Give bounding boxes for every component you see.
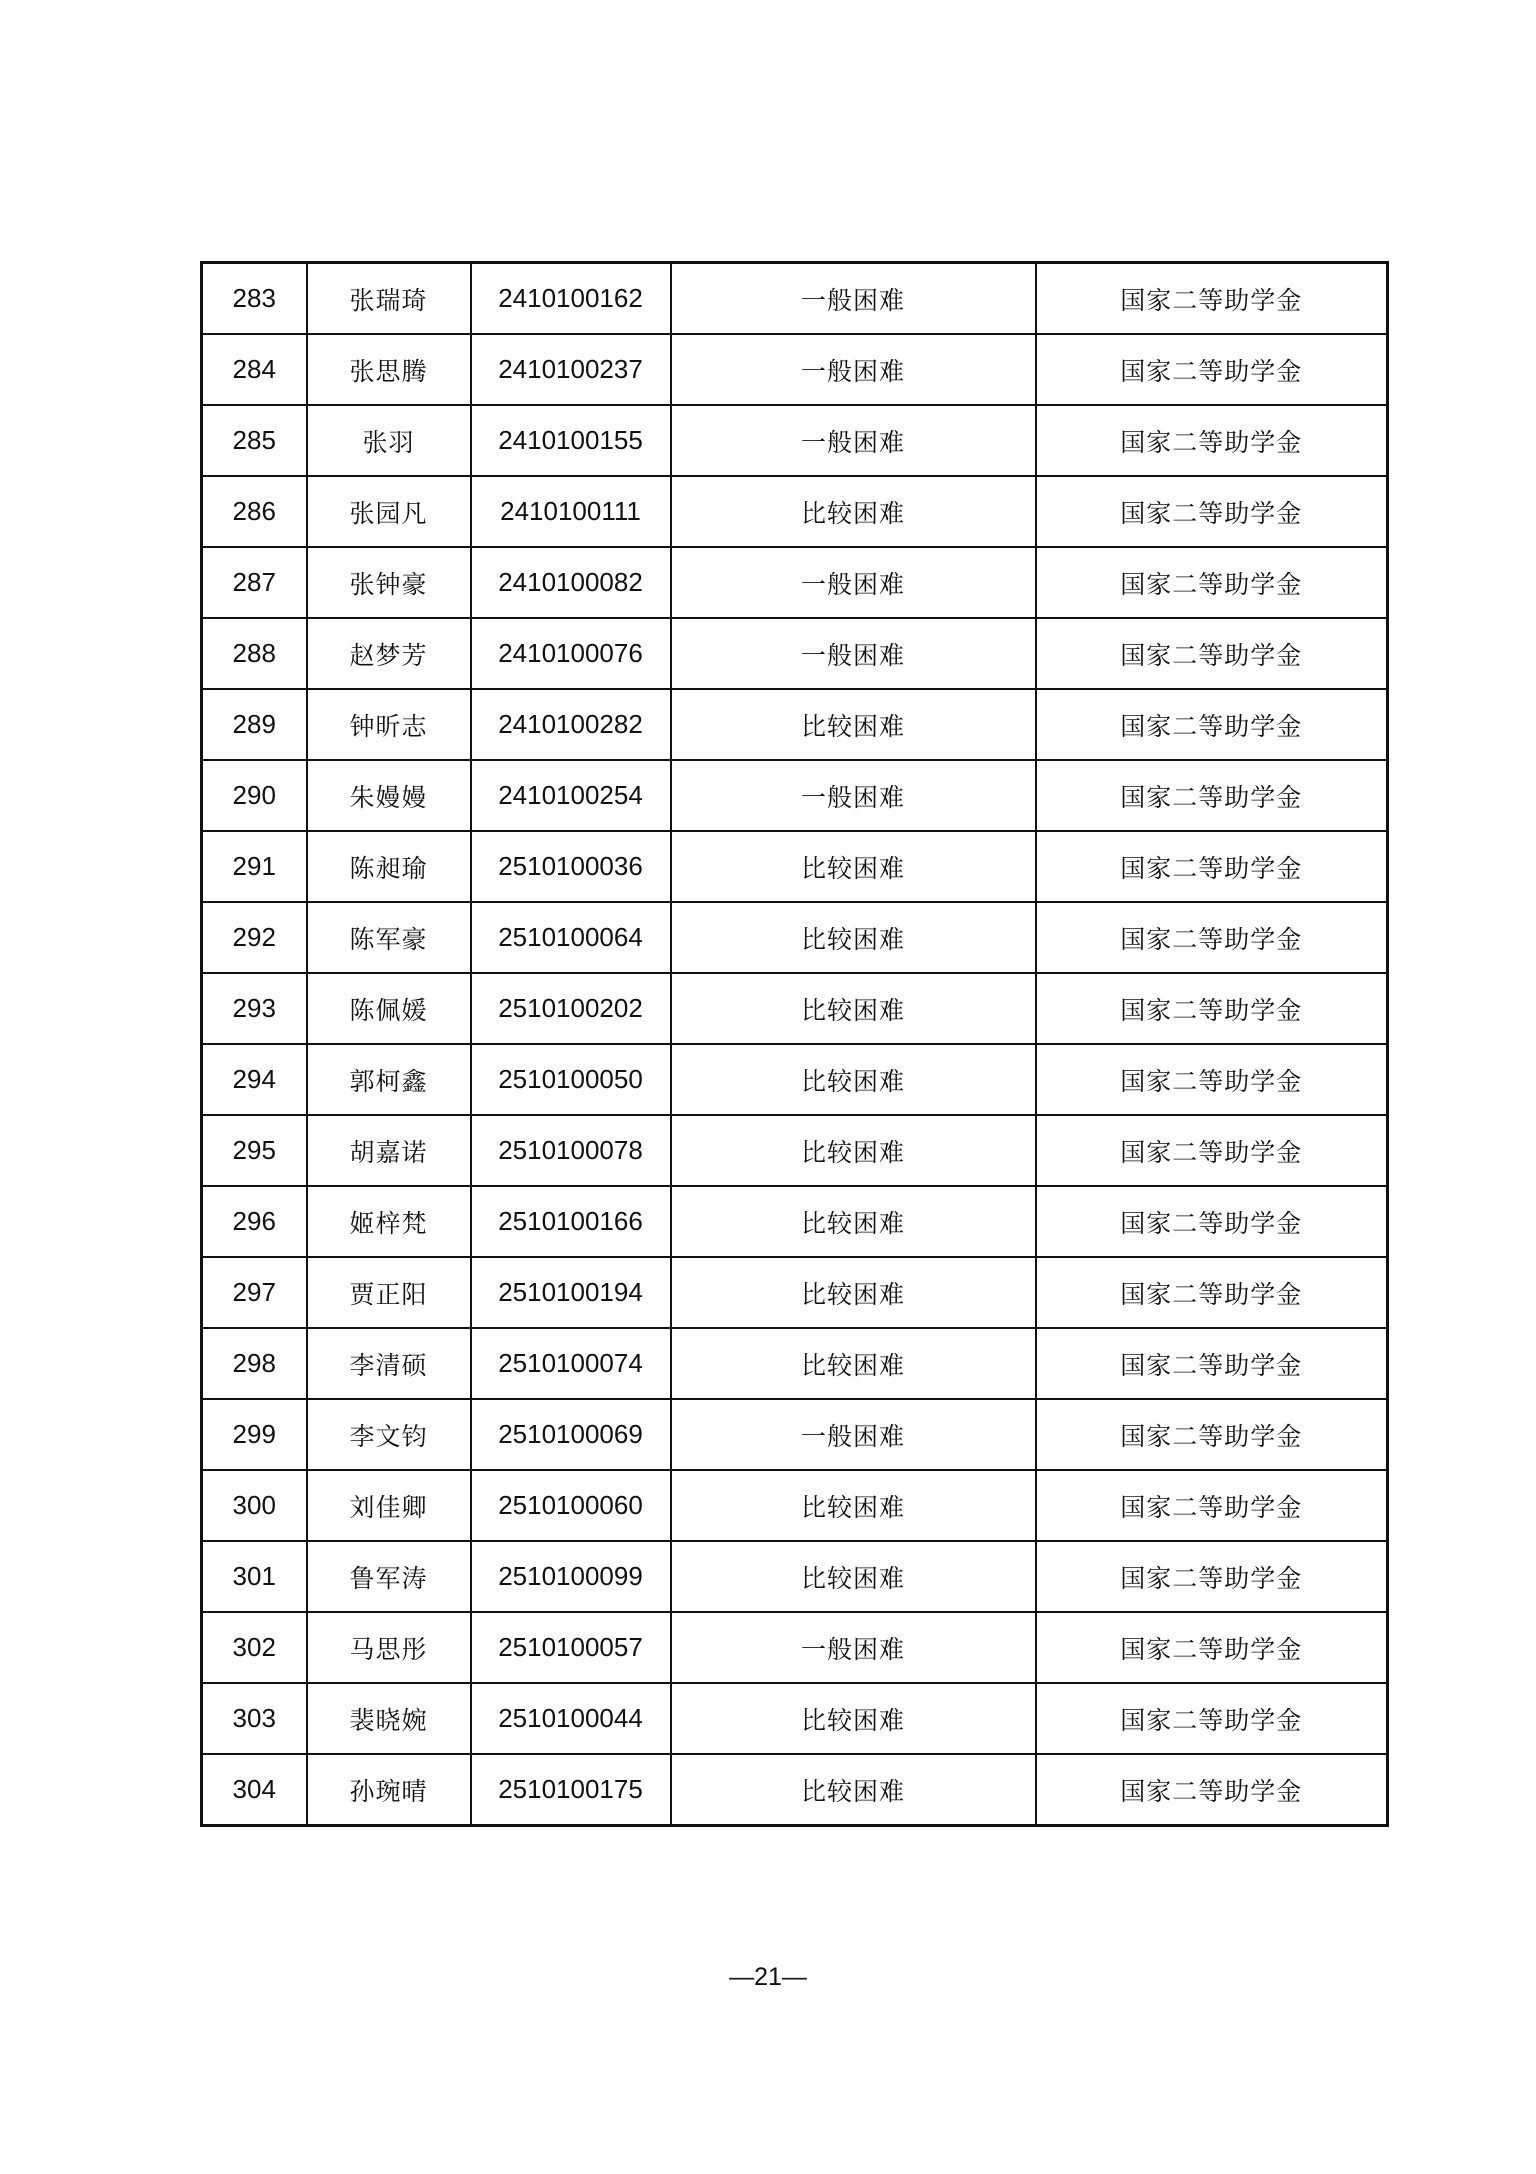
student-name-cell: 张园凡	[307, 476, 471, 547]
difficulty-level-cell: 比较困难	[671, 902, 1036, 973]
student-id-cell: 2510100060	[471, 1470, 671, 1541]
student-id-cell: 2510100069	[471, 1399, 671, 1470]
difficulty-level-cell: 比较困难	[671, 1541, 1036, 1612]
student-id-cell: 2510100074	[471, 1328, 671, 1399]
difficulty-level-cell: 比较困难	[671, 1754, 1036, 1826]
student-name-cell: 裴晓婉	[307, 1683, 471, 1754]
award-type-cell: 国家二等助学金	[1036, 1754, 1388, 1826]
table-row	[202, 1612, 1388, 1683]
student-id-cell: 2510100194	[471, 1257, 671, 1328]
award-type-cell: 国家二等助学金	[1036, 547, 1388, 618]
table-row	[202, 1754, 1388, 1826]
row-number-cell: 289	[202, 689, 307, 760]
row-number-cell: 300	[202, 1470, 307, 1541]
student-name-cell: 钟昕志	[307, 689, 471, 760]
table-row	[202, 547, 1388, 618]
award-type-cell: 国家二等助学金	[1036, 476, 1388, 547]
student-id-cell: 2510100166	[471, 1186, 671, 1257]
award-type-cell: 国家二等助学金	[1036, 1470, 1388, 1541]
table-row	[202, 618, 1388, 689]
row-number-cell: 283	[202, 263, 307, 335]
row-number-cell: 303	[202, 1683, 307, 1754]
student-name-cell: 郭柯鑫	[307, 1044, 471, 1115]
award-type-cell: 国家二等助学金	[1036, 1541, 1388, 1612]
student-id-cell: 2510100202	[471, 973, 671, 1044]
table-row	[202, 1470, 1388, 1541]
row-number-cell: 286	[202, 476, 307, 547]
table-row	[202, 476, 1388, 547]
difficulty-level-cell: 比较困难	[671, 831, 1036, 902]
difficulty-level-cell: 比较困难	[671, 1683, 1036, 1754]
table-row	[202, 1683, 1388, 1754]
row-number-cell: 293	[202, 973, 307, 1044]
award-type-cell: 国家二等助学金	[1036, 973, 1388, 1044]
row-number-cell: 287	[202, 547, 307, 618]
award-type-cell: 国家二等助学金	[1036, 1115, 1388, 1186]
award-type-cell: 国家二等助学金	[1036, 1683, 1388, 1754]
row-number-cell: 301	[202, 1541, 307, 1612]
difficulty-level-cell: 一般困难	[671, 618, 1036, 689]
student-name-cell: 刘佳卿	[307, 1470, 471, 1541]
row-number-cell: 294	[202, 1044, 307, 1115]
award-type-cell: 国家二等助学金	[1036, 618, 1388, 689]
row-number-cell: 302	[202, 1612, 307, 1683]
difficulty-level-cell: 一般困难	[671, 1399, 1036, 1470]
table-row	[202, 902, 1388, 973]
award-type-cell: 国家二等助学金	[1036, 1328, 1388, 1399]
award-type-cell: 国家二等助学金	[1036, 689, 1388, 760]
table-row	[202, 1115, 1388, 1186]
row-number-cell: 285	[202, 405, 307, 476]
difficulty-level-cell: 比较困难	[671, 1186, 1036, 1257]
student-id-cell: 2510100044	[471, 1683, 671, 1754]
award-type-cell: 国家二等助学金	[1036, 334, 1388, 405]
difficulty-level-cell: 比较困难	[671, 476, 1036, 547]
table-row	[202, 1399, 1388, 1470]
difficulty-level-cell: 一般困难	[671, 760, 1036, 831]
student-name-cell: 张思腾	[307, 334, 471, 405]
row-number-cell: 297	[202, 1257, 307, 1328]
table-row	[202, 689, 1388, 760]
student-id-cell: 2410100082	[471, 547, 671, 618]
award-type-cell: 国家二等助学金	[1036, 760, 1388, 831]
student-id-cell: 2510100050	[471, 1044, 671, 1115]
difficulty-level-cell: 一般困难	[671, 547, 1036, 618]
award-type-cell: 国家二等助学金	[1036, 1612, 1388, 1683]
student-id-cell: 2410100076	[471, 618, 671, 689]
row-number-cell: 292	[202, 902, 307, 973]
difficulty-level-cell: 比较困难	[671, 689, 1036, 760]
student-id-cell: 2410100155	[471, 405, 671, 476]
difficulty-level-cell: 一般困难	[671, 263, 1036, 335]
student-name-cell: 朱嫚嫚	[307, 760, 471, 831]
award-type-cell: 国家二等助学金	[1036, 1257, 1388, 1328]
difficulty-level-cell: 比较困难	[671, 973, 1036, 1044]
award-type-cell: 国家二等助学金	[1036, 902, 1388, 973]
difficulty-level-cell: 一般困难	[671, 334, 1036, 405]
student-name-cell: 李清硕	[307, 1328, 471, 1399]
row-number-cell: 288	[202, 618, 307, 689]
table-row	[202, 760, 1388, 831]
award-type-cell: 国家二等助学金	[1036, 405, 1388, 476]
student-id-cell: 2510100064	[471, 902, 671, 973]
student-id-cell: 2410100237	[471, 334, 671, 405]
student-id-cell: 2410100254	[471, 760, 671, 831]
difficulty-level-cell: 一般困难	[671, 405, 1036, 476]
student-aid-table	[200, 261, 1389, 1827]
student-name-cell: 张瑞琦	[307, 263, 471, 335]
row-number-cell: 284	[202, 334, 307, 405]
student-name-cell: 马思彤	[307, 1612, 471, 1683]
award-type-cell: 国家二等助学金	[1036, 1399, 1388, 1470]
award-type-cell: 国家二等助学金	[1036, 263, 1388, 335]
table-row	[202, 405, 1388, 476]
row-number-cell: 291	[202, 831, 307, 902]
student-id-cell: 2410100162	[471, 263, 671, 335]
difficulty-level-cell: 比较困难	[671, 1328, 1036, 1399]
table-row	[202, 334, 1388, 405]
table-row	[202, 1541, 1388, 1612]
award-type-cell: 国家二等助学金	[1036, 1044, 1388, 1115]
award-type-cell: 国家二等助学金	[1036, 831, 1388, 902]
student-id-cell: 2510100175	[471, 1754, 671, 1826]
difficulty-level-cell: 一般困难	[671, 1612, 1036, 1683]
table-row	[202, 1328, 1388, 1399]
difficulty-level-cell: 比较困难	[671, 1115, 1036, 1186]
table-row	[202, 263, 1388, 335]
table-body	[202, 263, 1388, 1826]
student-name-cell: 赵梦芳	[307, 618, 471, 689]
row-number-cell: 296	[202, 1186, 307, 1257]
student-name-cell: 鲁军涛	[307, 1541, 471, 1612]
student-name-cell: 张钟豪	[307, 547, 471, 618]
student-name-cell: 陈昶瑜	[307, 831, 471, 902]
student-id-cell: 2510100078	[471, 1115, 671, 1186]
row-number-cell: 304	[202, 1754, 307, 1826]
difficulty-level-cell: 比较困难	[671, 1257, 1036, 1328]
difficulty-level-cell: 比较困难	[671, 1470, 1036, 1541]
row-number-cell: 295	[202, 1115, 307, 1186]
student-id-cell: 2510100099	[471, 1541, 671, 1612]
student-name-cell: 陈军豪	[307, 902, 471, 973]
award-type-cell: 国家二等助学金	[1036, 1186, 1388, 1257]
student-name-cell: 张羽	[307, 405, 471, 476]
student-name-cell: 姬梓梵	[307, 1186, 471, 1257]
student-name-cell: 贾正阳	[307, 1257, 471, 1328]
student-name-cell: 胡嘉诺	[307, 1115, 471, 1186]
table-row	[202, 973, 1388, 1044]
table-row	[202, 831, 1388, 902]
table-row	[202, 1257, 1388, 1328]
page-number: —21—	[729, 1963, 807, 1991]
student-id-cell: 2510100057	[471, 1612, 671, 1683]
student-id-cell: 2410100282	[471, 689, 671, 760]
student-name-cell: 孙琬晴	[307, 1754, 471, 1826]
row-number-cell: 298	[202, 1328, 307, 1399]
row-number-cell: 299	[202, 1399, 307, 1470]
student-name-cell: 陈佩媛	[307, 973, 471, 1044]
student-id-cell: 2510100036	[471, 831, 671, 902]
row-number-cell: 290	[202, 760, 307, 831]
difficulty-level-cell: 比较困难	[671, 1044, 1036, 1115]
student-name-cell: 李文钧	[307, 1399, 471, 1470]
table-row	[202, 1044, 1388, 1115]
student-id-cell: 2410100111	[471, 476, 671, 547]
table-row	[202, 1186, 1388, 1257]
